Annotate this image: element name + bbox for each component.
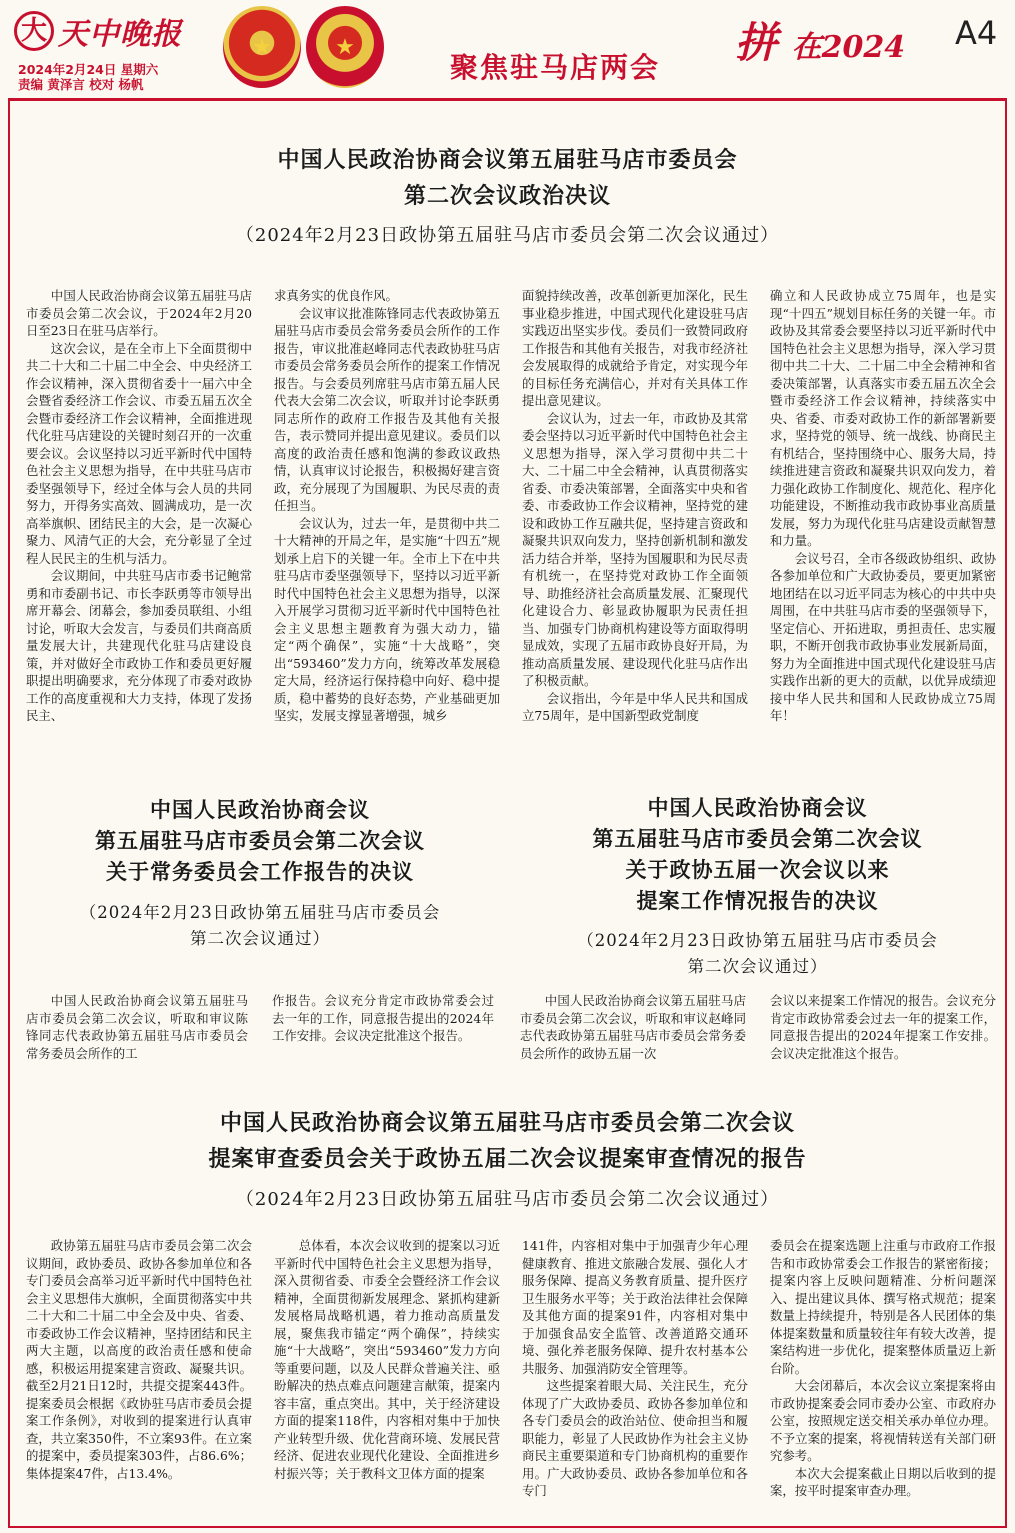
issue-meta <box>18 62 158 92</box>
article2-paragraph: 作报告。会议充分肯定市政协常委会过去一年的工作，同意报告提出的2024年工作安排。会议决定批准这个报告。 <box>272 993 494 1043</box>
slogan-tail: 在 <box>791 30 822 65</box>
article2-col2 <box>272 992 494 1072</box>
slogan-year: 2024 <box>821 30 906 65</box>
article3-title-line1: 中国人民政治协商会议 <box>647 795 868 820</box>
article1-col2 <box>274 287 500 772</box>
masthead <box>0 0 1015 98</box>
article2-subtitle <box>20 900 500 952</box>
article4-paragraph: 委员会在提案选题上注重与市政府工作报告和市政协常委会工作报告的紧密衔接；提案内容上反映问题精准、分析问题深入、提出建议具体、撰写格式规范；提案数量上持续提升，特别是各人民团体的集体提案数量和质量较往年有较大改善，提案结构进一步优化，提案整体质量迈上新台阶。 <box>770 1238 996 1376</box>
article2-subtitle-line2: 第二次会议通过） <box>190 929 330 948</box>
article3-paragraph: 中国人民政治协商会议第五届驻马店市委员会第二次会议，听取和审议赵峰同志代表政协第五届驻马店市委员会常务委员会所作的政协五届一次 <box>520 993 746 1061</box>
article1-paragraph: 会议指出，今年是中华人民共和国成立75周年，是中国新型政党制度 <box>522 690 748 723</box>
article4-body <box>26 1237 996 1522</box>
article3-subtitle <box>515 928 1000 980</box>
article3-col1 <box>520 992 746 1072</box>
article3-body <box>520 992 996 1072</box>
article2-title-line2: 第五届驻马店市委员会第二次会议 <box>95 828 425 853</box>
article2-body <box>26 992 496 1072</box>
article1-paragraph: 会议审议批准陈锋同志代表政协第五届驻马店市委员会常务委员会所作的工作报告，审议批准赵峰同志代表政协驻马店市委员会常务委员会所作的提案工作情况报告。与会委员列席驻马店市第五届人民代表大会第二次会议，听取并讨论李跃勇同志所作的政府工作报告及其他有关报告，表示赞同并提出意见建议。委员们以高度的政治责任感和饱满的参政议政热情，认真审议讨论报告，积极揭好建言资政，充分展现了为国履职、为民尽责的责任担当。 <box>274 305 500 513</box>
article4-paragraph: 本次大会提案截止日期以后收到的提案，按平时提案审查办理。 <box>770 1465 996 1498</box>
page-number: A4 <box>955 14 998 52</box>
article1-paragraph: 会议认为，过去一年，市政协及其常委会坚持以习近平新时代中国特色社会主义思想为指导，深入学习贯彻中共二十大、二十届二中全会精神，认真贯彻落实省委、市委决策部署，全面落实中央和省委、市委政协工作会议精神，坚持党的建设和政协工作互融共促，坚持建言资政和凝聚共识双向发力，坚持创新机制和激发活力结合并举，坚持为国履职和为民尽责有机统一，在坚持党对政协工作全面领导、助推经济社会高质量发展、汇聚现代化建设合力、彰显政协履职为民责任担当、加强专门协商机构建设等方面取得明显成效，实现了五届市政协良好开局，为推动高质量发展、建设现代化驻马店作出了积极贡献。 <box>522 410 748 688</box>
article3-col2 <box>770 992 996 1072</box>
article4-title-line2: 提案审查委员会关于政协五届二次会议提案审查情况的报告 <box>208 1146 807 1172</box>
article3-subtitle-line2: 第二次会议通过） <box>687 957 828 976</box>
article3-title-line2: 第五届驻马店市委员会第二次会议 <box>592 826 923 851</box>
article1-paragraph: 中国人民政治协商会议第五届驻马店市委员会第二次会议，于2024年2月20日至23日在驻马店举行。 <box>26 288 252 338</box>
article4-col1 <box>26 1237 252 1522</box>
article1-paragraph: 面貌持续改善，改革创新更加深化，民生事业稳步推进，中国式现代化建设驻马店实践迈出坚实步伐。委员们一致赞同政府工作报告和其他有关报告，对我市经济社会发展取得的成就给予肯定，对实现今年的目标任务充满信心，并对有关具体工作提出意见建议。 <box>522 288 748 408</box>
article4-title-line1: 中国人民政治协商会议第五届驻马店市委员会第二次会议 <box>219 1110 795 1136</box>
article1-paragraph: 会议期间，中共驻马店市委书记鲍常勇和市委副书记、市长李跃勇等市领导出席开幕会、闭幕会，参加委员联组、小组讨论，听取大会发言，与委员们共商高质量发展大计，共建现代化驻马店建设良策，并对做好全市政协工作和委员更好履职提出明确要求，充分体现了市委对政协工作的高度重视和大力支持，体现了发扬民主、 <box>26 568 252 723</box>
article1-subtitle: （2024年2月23日政协第五届驻马店市委员会第二次会议通过） <box>235 225 780 246</box>
article3-title-line4: 提案工作情况报告的决议 <box>636 888 879 913</box>
article1-title-line1: 中国人民政治协商会议第五届驻马店市委员会 <box>277 147 738 173</box>
article4-paragraph: 141件，内容相对集中于加强青少年心理健康教育、推进文旅融合发展、强化人才服务保障、提高义务教育质量、提升医疗卫生服务水平等；关于政治法律社会保障及其他方面的提案91件，内容相对集中于加强食品安全监管、改善道路交通环境、强化养老服务保障、提升农村基本公共服务、加强消防安全管理等。 <box>522 1238 748 1376</box>
article3-paragraph: 会议以来提案工作情况的报告。会议充分肯定市政协常委会过去一年的提案工作，同意报告提出的2024年提案工作安排。会议决定批准这个报告。 <box>770 993 996 1061</box>
article1-paragraph: 求真务实的优良作风。 <box>274 288 398 303</box>
article1-col3 <box>522 287 748 772</box>
section-title: 聚焦驻马店两会 <box>449 51 660 84</box>
article1-paragraph: 确立和人民政协成立75周年，也是实现“十四五”规划目标任务的关键一年。市政协及其常委会要坚持以习近平新时代中国特色社会主义思想为指导，深入学习贯彻中共二十大、二十届二中全会精神和省委决策部署，认真落实市委五届五次全会暨市委经济工作会议精神，持续落实中央、省委、市委对政协工作的新部署新要求，坚持党的领导、统一战线、协商民主有机结合，坚持围绕中心、服务大局，持续推进建言资政和凝聚共识双向发力，着力强化政协工作制度化、规范化、程序化功能建设，不断推动我市政协事业高质量发展，努力为现代化驻马店建设贡献智慧和力量。 <box>770 288 996 548</box>
article4-paragraph: 政协第五届驻马店市委员会第二次会议期间，政协委员、政协各参加单位和各专门委员会高举习近平新时代中国特色社会主义思想伟大旗帜，全面贯彻落实中共二十大和二十届二中全会及中央、省委、市委政协工作会议精神，坚持团结和民主两大主题，以高度的政治责任感和使命感，积极运用提案建言资政、凝聚共识。截至2月21日12时，共提交提案443件。提案委员会根据《政协驻马店市委员会提案工作条例》，对收到的提案进行认真审查，共立案350件，不立案93件。在立案的提案中，委员提案303件，占86.6%；集体提案47件，占13.4%。 <box>26 1238 252 1481</box>
article2-subtitle-line1: （2024年2月23日政协第五届驻马店市委员会 <box>79 903 441 922</box>
article1-paragraph: 会议认为，过去一年，是贯彻中共二十大精神的开局之年，是实施“十四五”规划承上启下的关键一年。全市上下在中共驻马店市委坚强领导下，坚持以习近平新时代中国特色社会主义思想为指导，以深入开展学习贯彻习近平新时代中国特色社会主义思想主题教育为强大动力，锚定“两个确保”，实施“十大战略”，突出“593460”发力方向，统筹改革发展稳定大局，经济运行保持稳中向好、稳中提质，稳中蓄势的良好态势，产业基础更加坚实，发展支撑显著增强，城乡 <box>274 515 500 723</box>
logo-mark-icon: 大 <box>14 11 54 51</box>
article2-title <box>20 794 500 887</box>
slogan <box>735 10 905 70</box>
article2-paragraph: 中国人民政治协商会议第五届驻马店市委员会第二次会议，听取和审议陈锋同志代表政协第五届驻马店市委员会常务委员会所作的工 <box>26 993 248 1061</box>
article2-title-line3: 关于常务委员会工作报告的决议 <box>106 859 414 884</box>
article1-title-line2: 第二次会议政治决议 <box>403 183 611 209</box>
article2-title-line1: 中国人民政治协商会议 <box>150 797 370 822</box>
article3-subtitle-line1: （2024年2月23日政协第五届驻马店市委员会 <box>577 931 938 950</box>
article4-paragraph: 总体看，本次会议收到的提案以习近平新时代中国特色社会主义思想为指导，深入贯彻省委、市委全会暨经济工作会议精神，全面贯彻新发展理念、紧抓构建新发展格局战略机遇，着力推动高质量发展，聚焦我市锚定“两个确保”，持续实施“十大战略”，突出“593460”发力方向等重要问题，以及人民群众普遍关注、亟盼解决的热点难点问题建言献策，提案内容丰富，重点突出。其中，关于经济建设方面的提案118件，内容相对集中于加快产业转型升级、优化营商环境、发展民营经济、促进农业现代化建设、全面推进乡村振兴等；关于教科文卫体方面的提案 <box>274 1238 500 1481</box>
article4-col4 <box>770 1237 996 1522</box>
article1-paragraph: 这次会议，是在全市上下全面贯彻中共二十大和二十届二中全会、中央经济工作会议精神，深入贯彻省委十一届六中全会暨省委经济工作会议、市委五届五次全会暨市委经济工作会议精神，全面推进现代化驻马店建设的关键时刻召开的一次重要会议。会议坚持以习近平新时代中国特色社会主义思想为指导，在中共驻马店市委坚强领导下，经过全体与会人员的共同努力，开得务实高效、圆满成功，是一次高举旗帜、团结民主的大会，是一次凝心聚力、风清气正的大会，充分彰显了全过程人民民主的生机与活力。 <box>26 340 252 566</box>
article4-col2 <box>274 1237 500 1522</box>
cppcc-emblem-icon: ★ <box>306 6 384 88</box>
slogan-word: 拼 <box>735 18 778 67</box>
newspaper-name: 天中晚报 <box>58 17 182 52</box>
article1-title <box>20 144 995 212</box>
article1-body <box>26 287 996 772</box>
article4-paragraph: 大会闭幕后，本次会议立案提案将由市政协提案委会同市委办公室、市政府办公室，按照规定送交相关承办单位办理。不予立案的提案，将视情转送有关部门研究参考。 <box>770 1378 996 1463</box>
article2-col1 <box>26 992 248 1072</box>
article1-col4 <box>770 287 996 772</box>
national-emblem-icon: ★ <box>223 6 301 88</box>
article3-title-line3: 关于政协五届一次会议以来 <box>625 857 890 882</box>
article4-title <box>20 1105 995 1177</box>
newspaper-logo <box>14 8 182 54</box>
article1-col1 <box>26 287 252 772</box>
article3-title <box>515 792 1000 916</box>
article4-col3 <box>522 1237 748 1522</box>
article4-paragraph: 这些提案着眼大局、关注民生，充分体现了广大政协委员、政协各参加单位和各专门委员会的政治站位、使命担当和履职能力，彰显了人民政协作为社会主义协商民主重要渠道和专门协商机构的重要作用。广大政协委员、政协各参加单位和各专门 <box>522 1378 748 1498</box>
issue-date: 2024年2月24日 星期六 <box>18 62 159 77</box>
editor-credits: 责编 黄泽言 校对 杨帆 <box>18 77 144 92</box>
article4-subtitle: （2024年2月23日政协第五届驻马店市委员会第二次会议通过） <box>235 1189 780 1210</box>
article1-paragraph: 会议号召，全市各级政协组织、政协各参加单位和广大政协委员，要更加紧密地团结在以习近平同志为核心的中共中央周围，在中共驻马店市委的坚强领导下，坚定信心、开拓进取，勇担责任、忠实履职，不断开创我市政协事业发展新局面，努力为全面推进中国式现代化建设驻马店实践作出新的更大的贡献，以优异成绩迎接中华人民共和国和人民政协成立75周年！ <box>770 550 996 723</box>
